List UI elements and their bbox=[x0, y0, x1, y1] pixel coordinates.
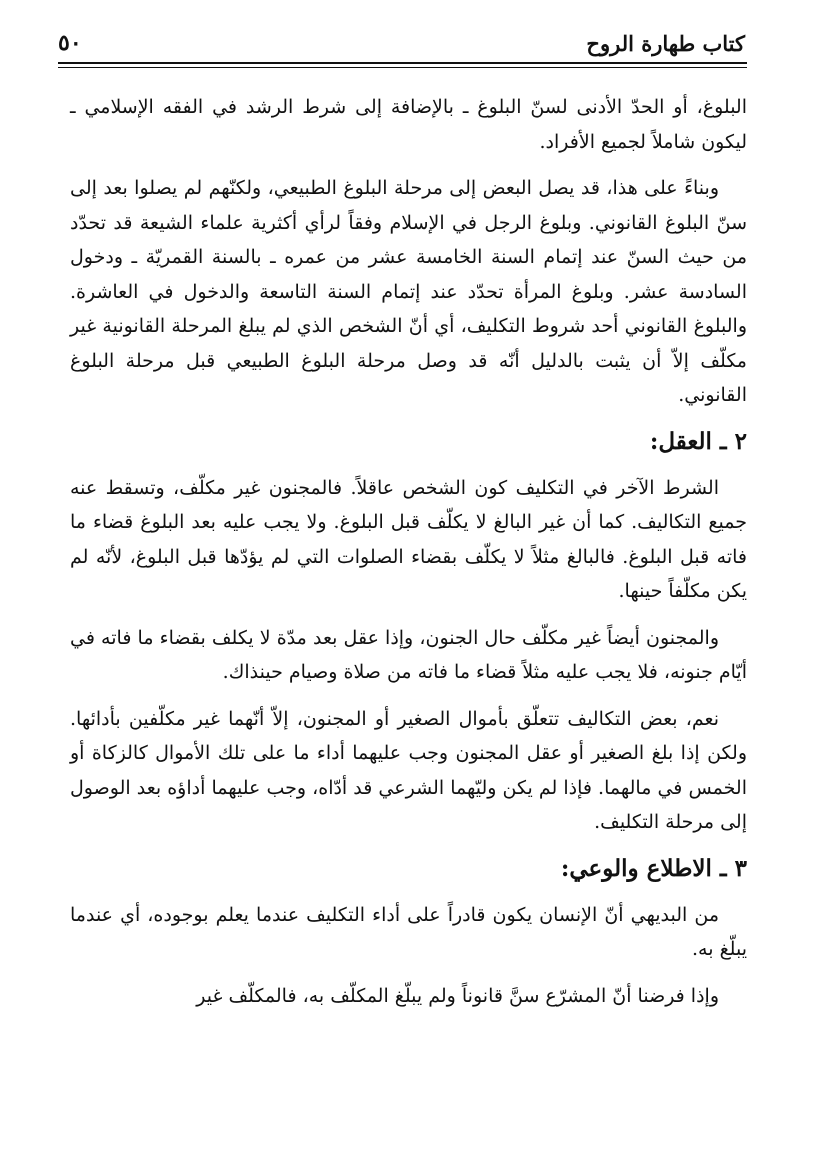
paragraph-property-duties: نعم، بعض التكاليف تتعلّق بأموال الصغير أو المجنون، إلاّ أنّهما غير مكلّفين بأدائها. ولكن إذا بلغ الصغير أو عقل المجنون وجب عليهما أداء ما على تلك الأموال كالزكاة أو الخمس في مالهما. فإذا لم يكن وليّهما الشرعي قد أدّاه، وجب عليهما أداؤه بعد الوصول إلى مرحلة التكليف. bbox=[70, 707, 747, 833]
section-heading-awareness: ٣ ـ الاطلاع والوعي: bbox=[560, 854, 747, 882]
section-heading-reason: ٢ ـ العقل: bbox=[649, 427, 747, 455]
header-rule-thin bbox=[58, 67, 747, 68]
paragraph-awareness: من البديهي أنّ الإنسان يكون قادراً على أداء التكليف عندما يعلم بوجوده، أي عندما يبلّغ به. bbox=[70, 903, 747, 960]
page-body bbox=[70, 90, 747, 1025]
paragraph-legal-maturity: وبناءً على هذا، قد يصل البعض إلى مرحلة البلوغ الطبيعي، ولكنّهم لم يصلوا بعد إلى سنّ البلوغ القانوني. وبلوغ الرجل في الإسلام وفقاً لرأي أكثرية علماء الشيعة قد تحدّد من حيث السنّ عند إتمام السنة الخامسة عشر من عمره ـ بالسنة القمريّة ـ ودخول السادسة عشر. وبلوغ المرأة تحدّد عند إتمام السنة التاسعة والدخول في العاشرة. والبلوغ القانوني أحد شروط التكليف، أي أنّ الشخص الذي لم يبلغ المرحلة القانونية غير مكلّف إلاّ أن يثبت بالدليل أنّه قد وصل مرحلة البلوغ الطبيعي قبل مرحلة البلوغ القانوني. bbox=[70, 177, 747, 406]
header-rule-thick bbox=[58, 62, 747, 64]
running-book-title: كتاب طهارة الروح bbox=[586, 30, 745, 56]
page-header bbox=[58, 26, 745, 60]
page-number: ٥٠ bbox=[58, 30, 82, 56]
paragraph-reason-condition: الشرط الآخر في التكليف كون الشخص عاقلاً. فالمجنون غير مكلّف، وتسقط عنه جميع التكاليف. كما أن غير البالغ لا يكلّف قبل البلوغ. ولا يجب عليه بعد البلوغ قضاء ما فاته قبل البلوغ. فالبالغ مثلاً لا يكلّف بقضاء الصلوات التي لم يؤدّها قبل البلوغ، لأنّه لم يكن مكلّفاً حينها. bbox=[70, 476, 747, 602]
paragraph-legislator: وإذا فرضنا أنّ المشرّع سنَّ قانوناً ولم يبلّغ المكلّف به، فالمكلّف غير bbox=[196, 984, 719, 1007]
paragraph-insane-person: والمجنون أيضاً غير مكلّف حال الجنون، وإذا عقل بعد مدّة لا يكلف بقضاء ما فاته في أيّام جنونه، فلا يجب عليه مثلاً قضاء ما فاته من صلاة وصيام حينذاك. bbox=[70, 626, 747, 683]
paragraph-continuation: البلوغ، أو الحدّ الأدنى لسنّ البلوغ ـ بالإضافة إلى شرط الرشد في الفقه الإسلامي ـ ليكون شاملاً لجميع الأفراد. bbox=[70, 96, 747, 153]
